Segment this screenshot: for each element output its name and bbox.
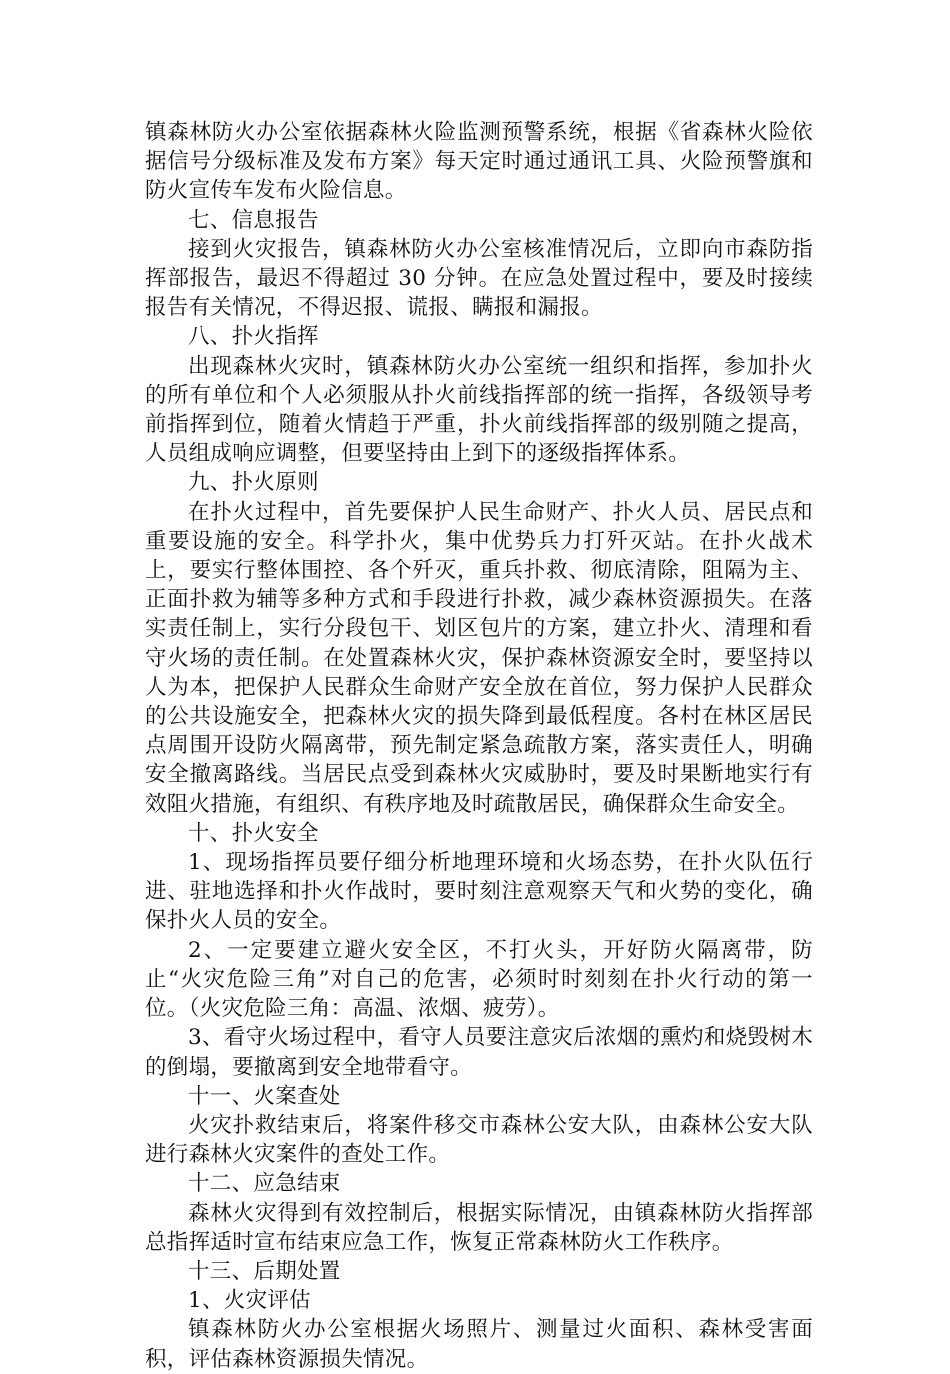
body-paragraph: 森林火灾得到有效控制后，根据实际情况，由镇森林防火指挥部总指挥适时宣布结束应急工作，恢复正常森林防火工作秩序。	[145, 1200, 813, 1255]
section-heading: 十一、火案查处	[188, 1083, 341, 1109]
body-paragraph: 3、看守火场过程中，看守人员要注意灾后浓烟的熏灼和烧毁树木的倒塌，要撤离到安全地带看守。	[145, 1025, 813, 1080]
body-paragraph: 镇森林防火办公室根据火场照片、测量过火面积、森林受害面积，评估森林资源损失情况。	[145, 1317, 813, 1372]
body-paragraph: 镇森林防火办公室依据森林火险监测预警系统，根据《省森林火险依据信号分级标准及发布方案》每天定时通过通讯工具、火险预警旗和防火宣传车发布火险信息。	[145, 120, 813, 204]
body-paragraph: 2、一定要建立避火安全区，不打火头，开好防火隔离带，防止“火灾危险三角”对自己的危害，必须时时刻刻在扑火行动的第一位。（火灾危险三角：高温、浓烟、疲劳）。	[145, 937, 813, 1022]
section-heading: 七、信息报告	[188, 207, 319, 233]
body-paragraph: 接到火灾报告，镇森林防火办公室核准情况后，立即向市森防指挥部报告，最迟不得超过 30 分钟。在应急处置过程中，要及时接续报告有关情况，不得迟报、谎报、瞒报和漏报。	[145, 236, 813, 321]
section-heading: 九、扑火原则	[188, 470, 319, 496]
body-paragraph: 1、现场指挥员要仔细分析地理环境和火场态势，在扑火队伍行进、驻地选择和扑火作战时，要时刻注意观察天气和火势的变化，确保扑火人员的安全。	[145, 850, 813, 934]
section-heading: 八、扑火指挥	[188, 324, 319, 350]
section-heading: 十二、应急结束	[188, 1171, 341, 1197]
document-page	[145, 118, 813, 1374]
body-paragraph: 出现森林火灾时，镇森林防火办公室统一组织和指挥，参加扑火的所有单位和个人必须服从扑火前线指挥部的统一指挥，各级领导考前指挥到位，随着火情趋于严重，扑火前线指挥部的级别随之提高，人员组成响应调整，但要坚持由上到下的逐级指挥体系。	[145, 353, 813, 467]
body-paragraph: 火灾扑救结束后，将案件移交市森林公安大队，由森林公安大队进行森林火灾案件的查处工作。	[145, 1112, 813, 1168]
section-heading: 十三、后期处置	[188, 1258, 341, 1284]
section-heading: 十、扑火安全	[188, 820, 319, 846]
body-paragraph: 在扑火过程中，首先要保护人民生命财产、扑火人员、居民点和重要设施的安全。科学扑火，集中优势兵力打歼灭站。在扑火战术上，要实行整体围控、各个歼灭，重兵扑救、彻底清除，阻隔为主、正面扑救为辅等多种方式和手段进行扑救，减少森林资源损失。在落实责任制上，实行分段包干、划区包片的方案，建立扑火、清理和看守火场的责任制。在处置森林火灾，保护森林资源安全时，要坚持以人为本，把保护人民群众生命财产安全放在首位，努力保护人民群众的公共设施安全，把森林火灾的损失降到最低程度。各村在林区居民点周围开设防火隔离带，预先制定紧急疏散方案，落实责任人，明确安全撤离路线。当居民点受到森林火灾威胁时，要及时果断地实行有效阻火措施，有组织、有秩序地及时疏散居民，确保群众生命安全。	[145, 499, 813, 817]
subsection-heading: 1、火灾评估	[188, 1288, 311, 1314]
